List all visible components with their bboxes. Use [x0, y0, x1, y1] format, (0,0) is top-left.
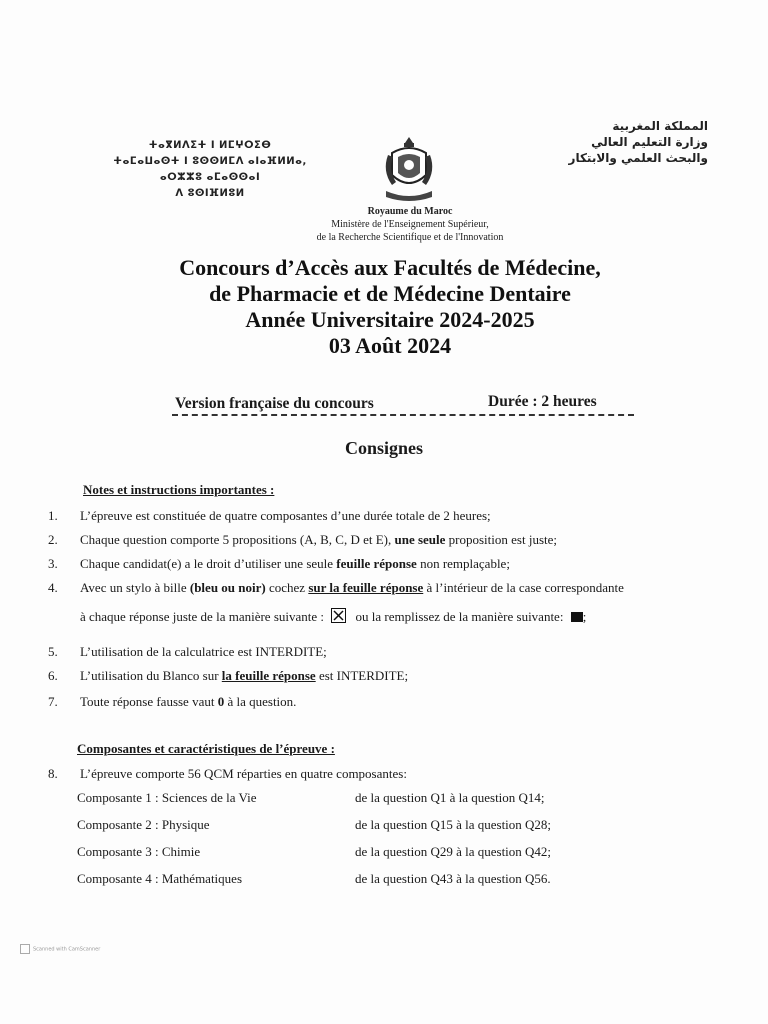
- scanner-watermark: Scanned with CamScanner: [20, 944, 100, 954]
- title-line: Année Universitaire 2024-2025: [245, 307, 535, 332]
- duration-label: Durée : 2 heures: [488, 393, 597, 410]
- exam-title: [90, 255, 690, 359]
- list-item: 5. L’utilisation de la calculatrice est INTERDITE;: [48, 644, 327, 659]
- composante-name: Composante 4 : Mathématiques: [77, 871, 243, 886]
- arabic-line: وزارة التعليم العالي: [591, 135, 708, 149]
- arabic-header: [518, 118, 708, 166]
- list-item: 1. L’épreuve est constituée de quatre composantes d’une durée totale de 2 heures;: [48, 508, 491, 523]
- list-item: 7. Toute réponse fausse vaut 0 à la question.: [48, 694, 297, 709]
- arabic-line: والبحث العلمي والابتكار: [568, 151, 708, 165]
- list-item: à chaque réponse juste de la manière suivante : ou la remplissez de la manière suivante: ;: [80, 609, 587, 624]
- ministry-line: de la Recherche Scientifique et de l'Innovation: [316, 232, 504, 243]
- list-item: 8. L’épreuve comporte 56 QCM réparties en quatre composantes:: [48, 766, 407, 781]
- table-row: [77, 790, 637, 808]
- version-label: Version française du concours: [175, 395, 374, 412]
- tifinagh-line: ⵜⴰⵎⴰⵡⴰⵙⵜ ⵏ ⵓⵙⵙⵍⵎⴷ ⴰⵏⴰⴼⵍⵍⴰ, ⴰⵔⵣⵣⵓ ⴰⵎⴰⵙⵙⴰⵏ: [113, 156, 307, 183]
- title-line: Concours d’Accès aux Facultés de Médecine,: [179, 255, 601, 280]
- dashed-divider: [172, 414, 634, 416]
- list-item: 2. Chaque question comporte 5 propositions (A, B, C, D et E), une seule proposition est juste;: [48, 532, 558, 547]
- composantes-heading: Composantes et caractéristiques de l’épreuve :: [77, 741, 335, 756]
- list-item: 4. Avec un stylo à bille (bleu ou noir) cochez sur la feuille réponse à l’intérieur de la case correspondante: [48, 580, 624, 595]
- list-item: 6. L’utilisation du Blanco sur la feuille réponse est INTERDITE;: [48, 668, 409, 683]
- list-item: 3. Chaque candidat(e) a le droit d’utiliser une seule feuille réponse non remplaçable;: [48, 556, 510, 571]
- tifinagh-header: [100, 138, 320, 202]
- composante-name: Composante 2 : Physique: [77, 817, 210, 832]
- tifinagh-line: ⵜⴰⴳⵍⴷⵉⵜ ⵏ ⵍⵎⵖⵔⵉⴱ: [148, 140, 272, 151]
- table-row: [77, 871, 637, 889]
- composante-name: Composante 1 : Sciences de la Vie: [77, 790, 257, 805]
- composante-range: de la question Q1 à la question Q14;: [355, 790, 545, 805]
- composante-name: Composante 3 : Chimie: [77, 844, 201, 859]
- table-row: [77, 844, 637, 862]
- ministry-block: [280, 205, 540, 244]
- filled-box-icon: [571, 612, 583, 622]
- composante-range: de la question Q29 à la question Q42;: [355, 844, 552, 859]
- version-row: [175, 393, 635, 415]
- notes-heading: Notes et instructions importantes :: [83, 482, 275, 497]
- crossed-box-icon: [331, 608, 346, 623]
- scanner-logo-icon: [20, 944, 30, 954]
- composante-range: de la question Q43 à la question Q56.: [355, 871, 551, 886]
- table-row: [77, 817, 637, 835]
- arabic-line: المملكة المغربية: [612, 119, 708, 133]
- title-line: de Pharmacie et de Médecine Dentaire: [209, 281, 571, 306]
- tifinagh-line: ⴷ ⵓⵙⵏⴼⵍⵓⵍ: [175, 188, 245, 199]
- exam-date: 03 Août 2024: [328, 333, 452, 358]
- consignes-heading: Consignes: [344, 438, 424, 458]
- kingdom-label: Royaume du Maroc: [367, 206, 453, 217]
- moroccan-coat-of-arms-icon: [378, 135, 440, 203]
- ministry-line: Ministère de l'Enseignement Supérieur,: [331, 219, 489, 230]
- composante-range: de la question Q15 à la question Q28;: [355, 817, 552, 832]
